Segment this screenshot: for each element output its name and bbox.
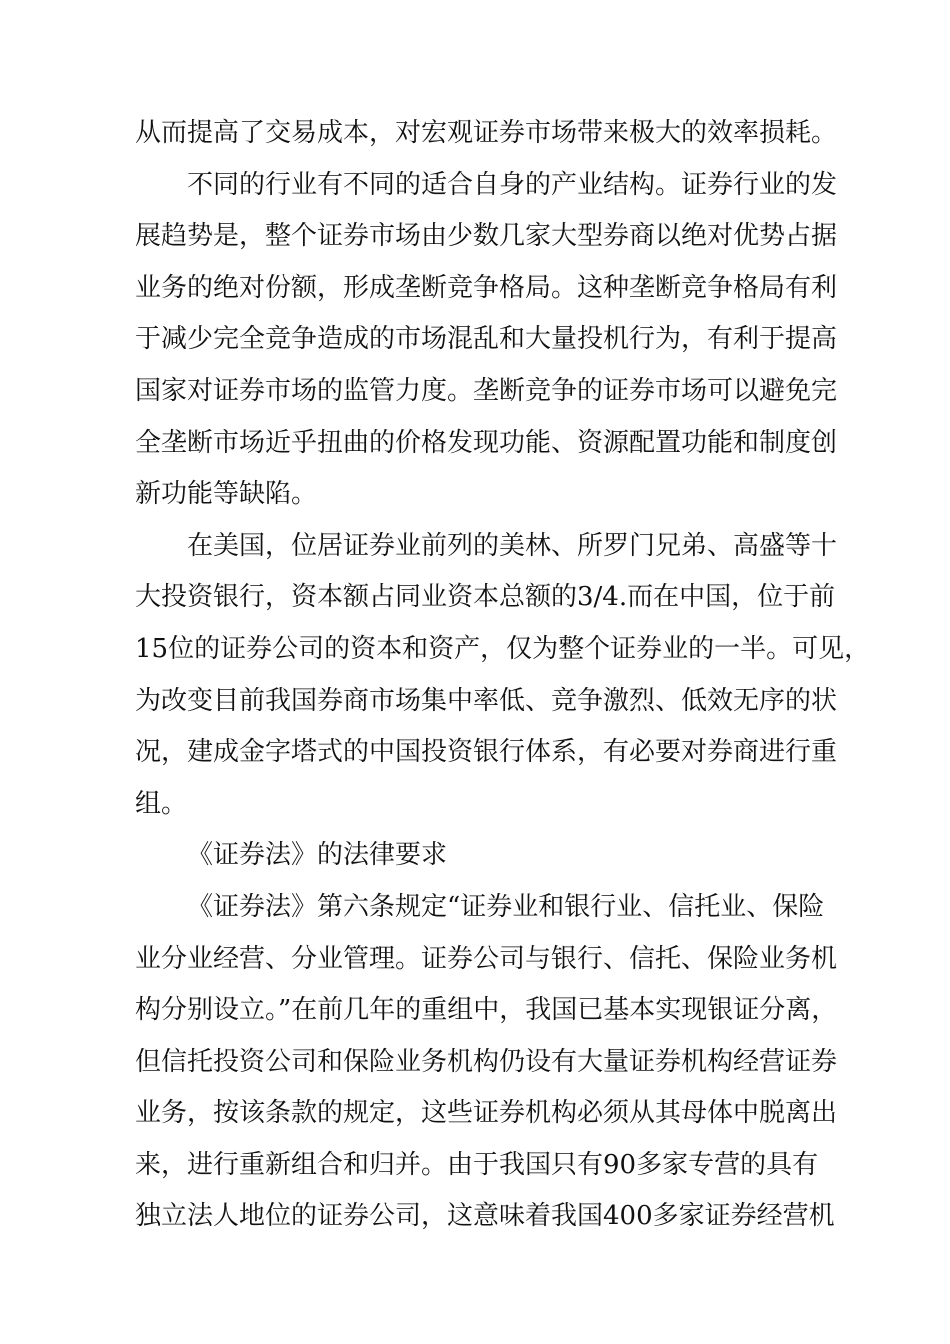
text-line: 但信托投资公司和保险业务机构仍设有大量证券机构经营证券 [135, 1046, 838, 1077]
text-line: 全垄断市场近乎扭曲的价格发现功能、资源配置功能和制度创 [135, 427, 838, 458]
section-heading: 《证券法》的法律要求 [187, 840, 448, 871]
text-line: 于减少完全竞争造成的市场混乱和大量投机行为，有利于提高 [135, 324, 838, 355]
text-line: 来，进行重新组合和归并。由于我国只有90多家专营的具有 [135, 1149, 819, 1180]
text-line: 新功能等缺陷。 [135, 479, 318, 510]
text-line: 况，建成金字塔式的中国投资银行体系，有必要对券商进行重 [135, 737, 838, 768]
text-line: 大投资银行，资本额占同业资本总额的3/4.而在中国，位于前 [135, 582, 836, 613]
body-text [135, 108, 871, 1243]
text-line: 从而提高了交易成本，对宏观证券市场带来极大的效率损耗。 [135, 118, 838, 148]
text-line: 业务，按该条款的规定，这些证券机构必须从其母体中脱离出 [135, 1098, 838, 1129]
text-line: 为改变目前我国券商市场集中率低、竞争激烈、低效无序的状 [135, 685, 838, 716]
text-line: 构分别设立。”在前几年的重组中，我国已基本实现银证分离， [135, 995, 838, 1026]
text-line: 独立法人地位的证券公司，这意味着我国400多家证券经营机 [135, 1201, 835, 1232]
paragraph-start-line: 不同的行业有不同的适合自身的产业结构。证券行业的发 [187, 169, 838, 200]
paragraph-start-line: 《证券法》第六条规定“证券业和银行业、信托业、保险 [187, 891, 825, 922]
text-line: 业务的绝对份额，形成垄断竞争格局。这种垄断竞争格局有利 [135, 272, 838, 303]
text-line: 组。 [135, 788, 188, 819]
text-line: 国家对证券市场的监管力度。垄断竞争的证券市场可以避免完 [135, 375, 838, 406]
text-line: 业分业经营、分业管理。证券公司与银行、信托、保险业务机 [135, 943, 838, 974]
paragraph-start-line: 在美国，位居证券业前列的美林、所罗门兄弟、高盛等十 [187, 530, 838, 561]
text-line: 展趋势是，整个证券市场由少数几家大型券商以绝对优势占据 [135, 221, 838, 252]
text-line: 15位的证券公司的资本和资产，仅为整个证券业的一半。可见， [135, 633, 871, 664]
